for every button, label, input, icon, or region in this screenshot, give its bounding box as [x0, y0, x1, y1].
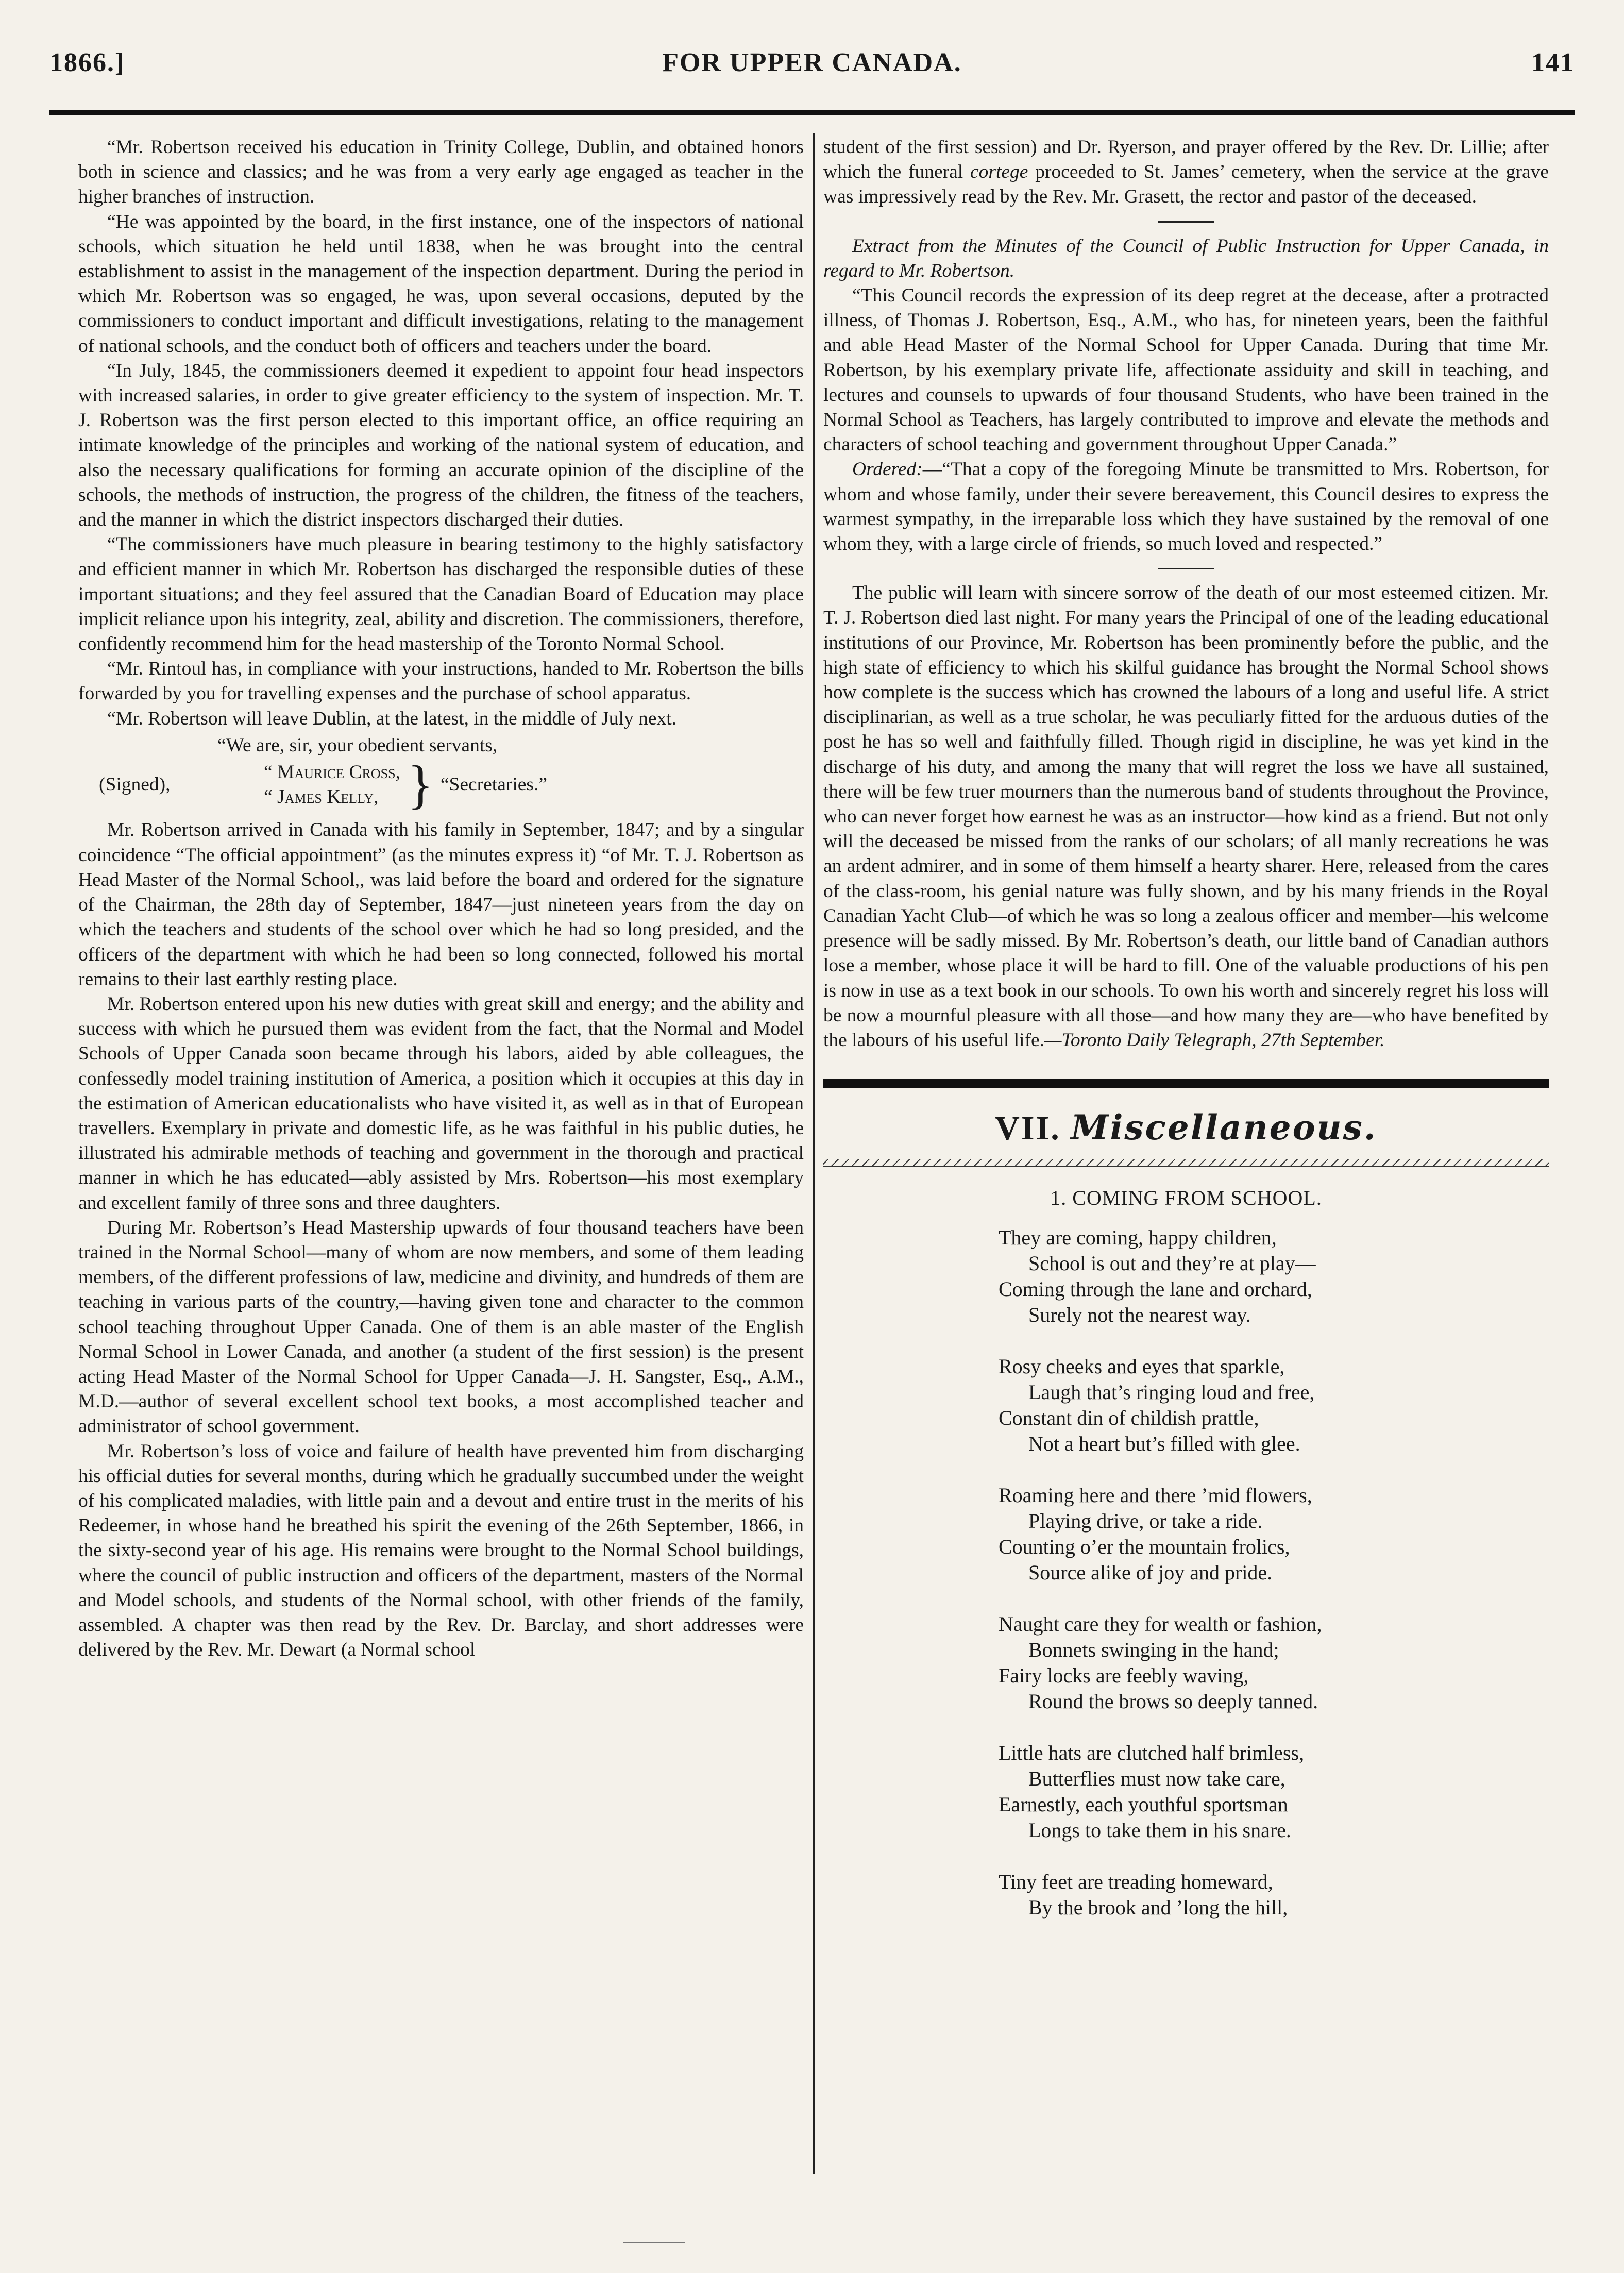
poem-line: Source alike of joy and pride. — [1028, 1561, 1273, 1585]
poem-line: Constant din of childish prattle, — [999, 1406, 1259, 1430]
poem-line: Laugh that’s ringing loud and free, — [1028, 1380, 1315, 1404]
poem-line: Counting o’er the mountain frolics, — [999, 1535, 1290, 1559]
ordered-paragraph — [823, 457, 1549, 557]
signatory: “ James Kelly, — [264, 786, 379, 808]
poem-line: Playing drive, or take a ride. — [1028, 1509, 1263, 1533]
continuation-text: proceeded to St. James’ cemetery, when the service at the grave was impressively read by the Rev. Mr. Grasett, the rector and pastor of the deceased. — [823, 161, 1549, 208]
poem-line: Longs to take them in his snare. — [1028, 1819, 1291, 1842]
poem-title: 1. COMING FROM SCHOOL. — [1050, 1186, 1322, 1210]
poem-stanza — [999, 1740, 1549, 1843]
poem-stanza — [999, 1611, 1549, 1714]
section-number: VII. — [995, 1109, 1061, 1148]
section-band — [823, 1079, 1549, 1088]
wavy-rule — [823, 1159, 1549, 1167]
paragraph: “Mr. Rintoul has, in compliance with your instructions, handed to Mr. Robertson the bills forwarded by you for travelling expenses and the purchase of school apparatus. — [78, 658, 804, 704]
header-title: FOR UPPER CANADA. — [662, 48, 962, 77]
poem-line: Tiny feet are treading homeward, — [999, 1870, 1273, 1894]
section-heading — [823, 1099, 1549, 1157]
separator-rule — [1158, 568, 1214, 569]
signatory: “ Maurice Cross, — [264, 762, 400, 783]
signatory-role: “Secretaries.” — [440, 774, 548, 796]
continuation-italic: cortege — [970, 161, 1028, 183]
poem-line: School is out and they’re at play— — [1028, 1252, 1316, 1275]
page-header — [49, 47, 1575, 97]
brace-glyph: } — [407, 755, 433, 815]
signature-block — [78, 755, 804, 815]
paragraph: “Mr. Robertson received his education in Trinity College, Dublin, and obtained honors both in science and classics; and he was from a very early age engaged as teacher in the higher branches of instruction. — [78, 137, 804, 208]
poem-line: Bonnets swinging in the hand; — [1028, 1638, 1279, 1662]
poem-line: They are coming, happy children, — [999, 1226, 1277, 1250]
ordered-text: —“That a copy of the foregoing Minute be transmitted to Mrs. Robertson, for whom and whose family, under their severe bereavement, this Council desires to express the warmest sympathy, in the irreparable loss which they have sustained by the removal of one whom they, with a large circle of friends, so much loved and respected.” — [823, 459, 1549, 555]
section-title: Miscellaneous. — [1071, 1107, 1377, 1148]
poem-line: Earnestly, each youthful sportsman — [999, 1793, 1288, 1816]
left-column — [78, 135, 804, 1662]
poem-stanza — [999, 1354, 1549, 1457]
poem-line: Naught care they for wealth or fashion, — [999, 1612, 1322, 1636]
telegraph-paragraph — [823, 581, 1549, 1053]
poem — [823, 1225, 1549, 1921]
paragraph: During Mr. Robertson’s Head Mastership upwards of four thousand teachers have been trained in the Normal School—many of whom are now members, and some of them leading members, of the different professions of law, medicine and divinity, and hundreds of them are teaching in various parts of the country,—having given tone and character to the common school teaching throughout Upper Canada. One of them is an able master of the English Normal School in Lower Canada, and another (a student of the first session) is the present acting Head Master of the Normal School for Upper Canada—J. H. Sangster, Esq., A.M., M.D.—author of several excellent school text books, a most accomplished teacher and administrator of school government. — [78, 1217, 804, 1437]
paragraph: Mr. Robertson’s loss of voice and failure of health have prevented him from discharging his official duties for several months, during which he gradually succumbed under the weight of his complicated maladies, with little pain and a devout and entire trust in the merits of his Redeemer, in whose hand he breathed his spirit the evening of the 26th September, 1866, in the sixty-second year of his age. His remains were brought to the Normal School buildings, where the council of public instruction and officers of the department, masters of the Normal and Model schools, and students of the Normal school, with other friends of the family, assembled. A chapter was then read by the Rev. Dr. Barclay, and short addresses were delivered by the Rev. Mr. Dewart (a Normal school — [78, 1440, 804, 1661]
extract-title: Extract from the Minutes of the Council of Public Instruction for Upper Canada, in regard to Mr. Robertson. — [823, 235, 1549, 281]
paragraph: “Mr. Robertson will leave Dublin, at the latest, in the middle of July next. — [107, 708, 677, 729]
right-column — [823, 135, 1549, 1946]
page-number: 141 — [1531, 48, 1575, 77]
poem-stanza — [999, 1225, 1549, 1328]
letter-closing: “We are, sir, your obedient servants, — [217, 734, 498, 756]
signed-label: (Signed), — [99, 774, 171, 796]
poem-line: By the brook and ’long the hill, — [1028, 1896, 1288, 1920]
footer-mark — [623, 2242, 685, 2243]
paragraph: “The commissioners have much pleasure in bearing testimony to the highly satisfactory and efficient manner in which Mr. Robertson has discharged the responsible duties of these important situations; and they feel assured that the Canadian Board of Education may place implicit reliance upon his integrity, zeal, ability and discretion. The commissioners, therefore, confidently recommend him for the head mastership of the Toronto Normal School. — [78, 534, 804, 655]
paragraph: “In July, 1845, the commissioners deemed it expedient to appoint four head inspectors with increased salaries, in order to give greater efficiency to the system of inspection. Mr. T. J. Robertson was the first person elected to this important office, an office requiring an intimate knowledge of the principles and working of the national system of education, and also the necessary qualifications for forming an accurate opinion of the discipline of the schools, the methods of instruction, the progress of the children, the fitness of the teachers, and the manner in which the district inspectors discharged their duties. — [78, 360, 804, 531]
poem-line: Roaming here and there ’mid flowers, — [999, 1484, 1312, 1507]
poem-line: Butterflies must now take care, — [1028, 1767, 1285, 1791]
poem-line: Rosy cheeks and eyes that sparkle, — [999, 1355, 1285, 1378]
council-minute: “This Council records the expression of its deep regret at the decease, after a protracted illness, of Thomas J. Robertson, Esq., A.M., who has, for nineteen years, been the faithful and able Head Master of the Normal School for Upper Canada. During that time Mr. Robertson, by his exemplary private life, affectionate assiduity and skill in teaching, and lectures and counsels to upwards of four thousand Students, who have been trained in the Normal School as Teachers, has largely contributed to improve and elevate the methods and characters of school teaching and government throughout Upper Canada.” — [823, 285, 1549, 456]
telegraph-text: The public will learn with sincere sorrow of the death of our most esteemed citizen. Mr. T. J. Robertson died last night. For many years the Principal of one of the leading educational institutions of our Province, Mr. Robertson has been prominently before the public, and the high state of efficiency to which his skilful guidance has brought the Normal School shows how complete is the success which has crowned the labours of a long and useful life. A strict disciplinarian, as well as a true scholar, he was peculiarly fitted for the arduous duties of the post he has so well and faithfully filled. Though rigid in discipline, he was yet kind in the discharge of his duty, and among the many that will regret the loss we have all sustained, there will be few truer mourners than the numerous band of students throughout the Province, who can never forget how earnest he was as an instructor—how kind as a friend. But not only will the deceased be missed from the ranks of our scholars; of all manly recreations he was an ardent admirer, and in some of them himself a hearty sharer. Here, released from the cares of the class-room, his genial nature was fully shown, and by his many friends in the Royal Canadian Yacht Club—of which he was so long a zealous officer and member—his welcome presence will be sadly missed. By Mr. Robertson’s death, our little band of Canadian authors lose a member, whose place it will be hard to fill. One of the valuable productions of his pen is now in use as a text book in our schools. To own his worth and sincerely regret his loss will be now a mournful pleasure with all those—and how many they are—who have benefited by the labours of his useful life. — [823, 582, 1549, 1051]
paragraph-continuation — [823, 135, 1549, 210]
header-rule — [49, 110, 1575, 115]
paragraph: “He was appointed by the board, in the first instance, one of the inspectors of national schools, which situation he held until 1838, when he was brought into the central establishment to assist in the management of the inspection department. During the period in which Mr. Robertson was so engaged, he was, upon several occasions, deputed by the commissioners to conduct important and difficult investigations, relating to the management of national schools, and the conduct both of officers and teachers under the board. — [78, 211, 804, 357]
poem-line: Not a heart but’s filled with glee. — [1028, 1432, 1300, 1456]
poem-line: Coming through the lane and orchard, — [999, 1277, 1312, 1301]
paragraph: Mr. Robertson entered upon his new duties with great skill and energy; and the ability and success with which he pursued them was evident from the fact, that the Normal and Model Schools of Upper Canada soon became through his labors, aided by able colleagues, the confessedly model training institution of America, a position which it occupies at this day in the estimation of American educationalists who have visited it, as well as in that of European travellers. Exemplary in private and domestic life, as he was faithful in his public duties, he illustrated his admirable methods of teaching and government in the thorough and practical manner in which he has educated—ably assisted by Mrs. Robertson—his most exemplary and excellent family of three sons and three daughters. — [78, 993, 804, 1214]
poem-line: Surely not the nearest way. — [1028, 1303, 1251, 1327]
poem-line: Little hats are clutched half brimless, — [999, 1741, 1305, 1765]
poem-stanza — [999, 1483, 1549, 1586]
telegraph-source: —Toronto Daily Telegraph, 27th September. — [1044, 1029, 1385, 1051]
continuation-text: student of the first session) and Dr. Ryerson, and prayer offered by the Rev. Dr. Lillie; after which the funeral — [823, 137, 1549, 183]
signatory-names — [264, 760, 400, 810]
column-divider — [813, 133, 815, 2174]
poem-line: Fairy locks are feebly waving, — [999, 1664, 1249, 1688]
separator-rule — [1158, 221, 1214, 223]
poem-stanza — [999, 1869, 1549, 1921]
paragraph: Mr. Robertson arrived in Canada with his family in September, 1847; and by a singular coincidence “The official appointment” (as the minutes express it) “of Mr. T. J. Robertson as Head Master of the Normal School,, was laid before the board and ordered for the signature of the Chairman, the 28th day of September, 1847—just nineteen years from the day on which the teachers and students of the school over which he had so long presided, and the officers of the department with which he had been so long connected, followed his mortal remains to their last earthly resting place. — [78, 819, 804, 990]
poem-line: Round the brows so deeply tanned. — [1028, 1690, 1318, 1713]
ordered-label: Ordered: — [852, 459, 923, 480]
header-year: 1866.] — [49, 48, 125, 77]
